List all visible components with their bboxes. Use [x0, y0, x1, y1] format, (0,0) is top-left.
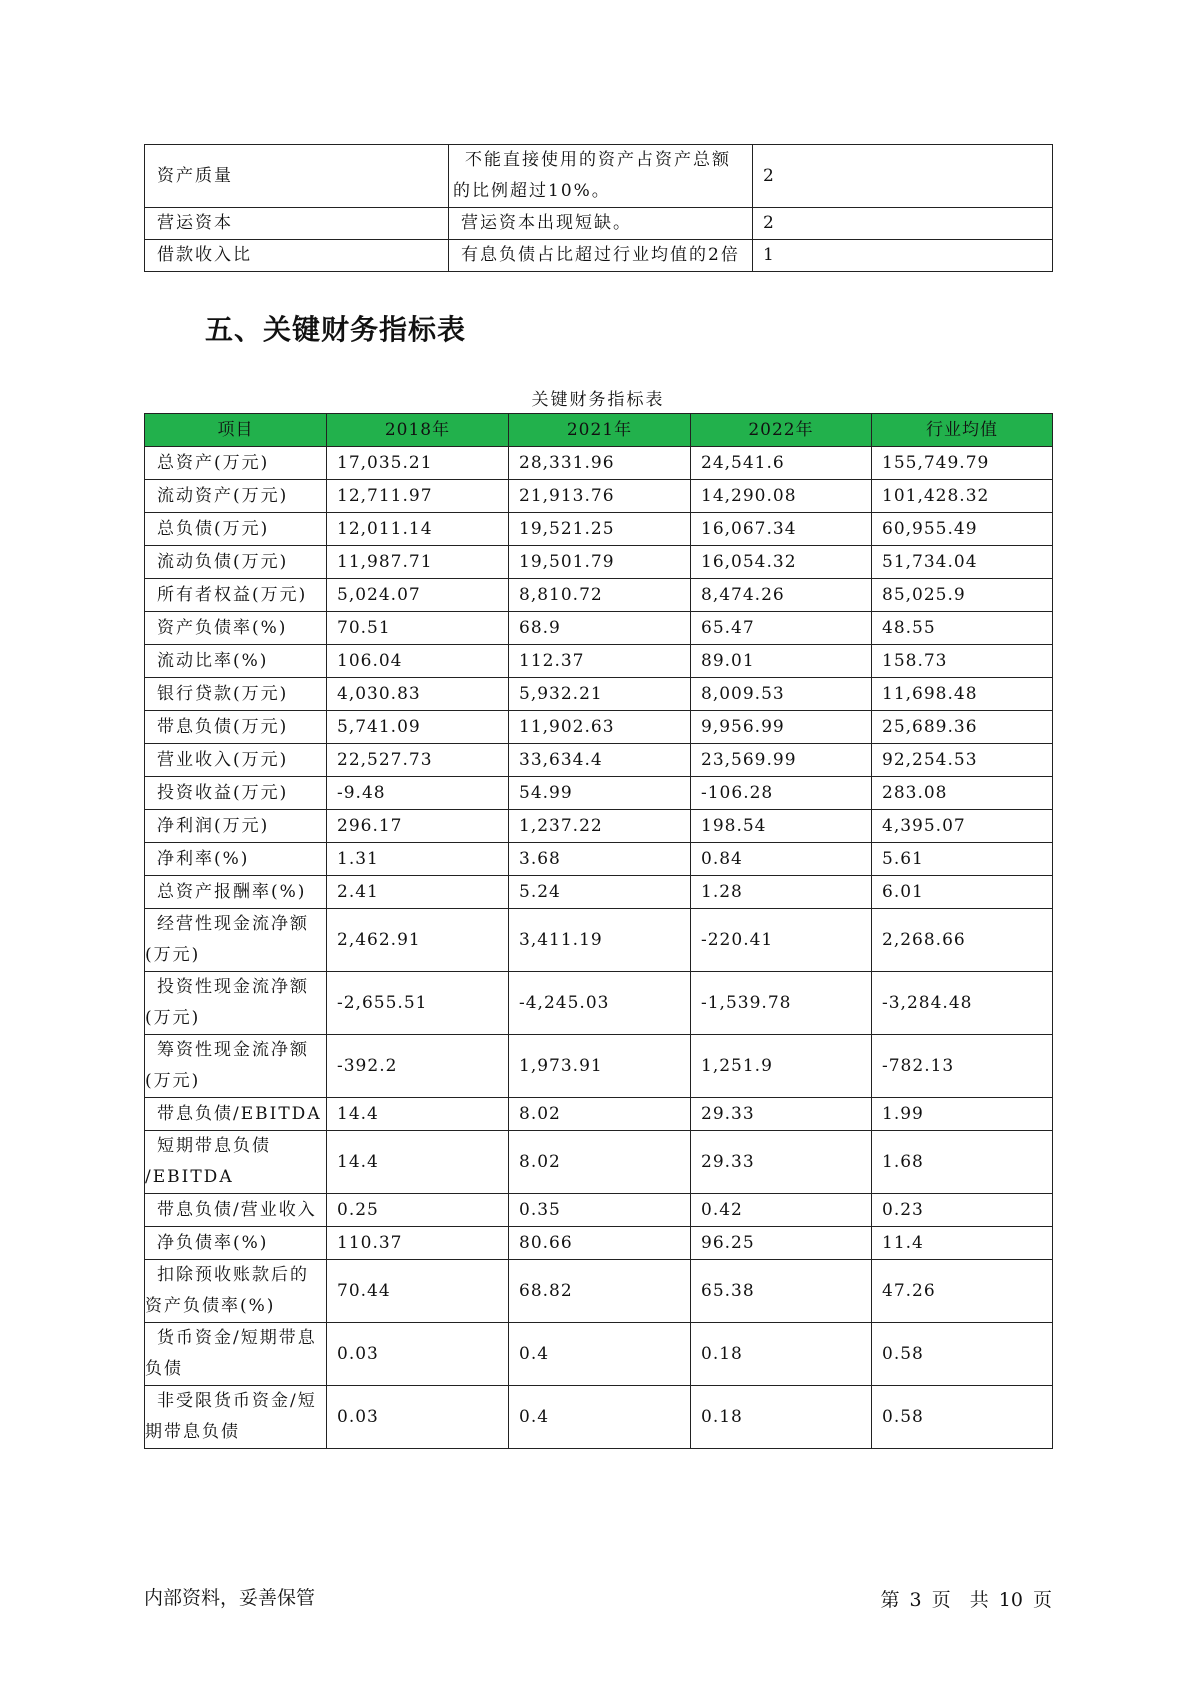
table-caption: 关键财务指标表	[531, 390, 665, 410]
value-cell: 92,254.53	[872, 744, 1053, 777]
value-cell: 3.68	[509, 843, 691, 876]
table-row	[145, 645, 1053, 678]
value-cell: 65.47	[691, 612, 872, 645]
value-cell: 21,913.76	[509, 480, 691, 513]
value-cell: 8.02	[509, 1131, 691, 1194]
value-cell: 19,501.79	[509, 546, 691, 579]
row-label-line2: /EBITDA	[145, 1167, 234, 1187]
risk-criterion: 有息负债占比超过行业均值的2倍	[449, 240, 753, 272]
row-label-line2: (万元)	[145, 945, 201, 965]
value-cell: 16,067.34	[691, 513, 872, 546]
value-cell: 6.01	[872, 876, 1053, 909]
row-label: 总资产报酬率(%)	[145, 876, 327, 909]
value-cell: 51,734.04	[872, 546, 1053, 579]
row-label: 总负债(万元)	[145, 513, 327, 546]
row-label-line2: 期带息负债	[145, 1422, 240, 1442]
value-cell: 12,711.97	[327, 480, 509, 513]
table-row	[145, 1386, 1053, 1449]
value-cell: 110.37	[327, 1227, 509, 1260]
value-cell: 283.08	[872, 777, 1053, 810]
value-cell: 11,902.63	[509, 711, 691, 744]
risk-criterion: 营运资本出现短缺。	[449, 208, 753, 240]
value-cell: 22,527.73	[327, 744, 509, 777]
row-label: 流动比率(%)	[145, 645, 327, 678]
row-label: 营业收入(万元)	[145, 744, 327, 777]
value-cell: 1,237.22	[509, 810, 691, 843]
value-cell: 0.23	[872, 1194, 1053, 1227]
value-cell: 2.41	[327, 876, 509, 909]
row-label	[145, 1035, 327, 1098]
value-cell: 1,251.9	[691, 1035, 872, 1098]
value-cell: -1,539.78	[691, 972, 872, 1035]
value-cell: 0.42	[691, 1194, 872, 1227]
value-cell: 198.54	[691, 810, 872, 843]
value-cell: 2,462.91	[327, 909, 509, 972]
risk-score: 2	[753, 145, 1053, 208]
value-cell: 0.35	[509, 1194, 691, 1227]
row-label: 银行贷款(万元)	[145, 678, 327, 711]
page-mid: 页 共	[931, 1589, 989, 1611]
row-label	[145, 1323, 327, 1386]
value-cell: 158.73	[872, 645, 1053, 678]
table-row	[145, 711, 1053, 744]
header-cell-item: 项目	[145, 414, 327, 447]
value-cell: 14.4	[327, 1098, 509, 1131]
value-cell: 5,024.07	[327, 579, 509, 612]
value-cell: 60,955.49	[872, 513, 1053, 546]
row-label-line2: (万元)	[145, 1008, 201, 1028]
row-label: 投资收益(万元)	[145, 777, 327, 810]
table-row	[145, 1131, 1053, 1194]
value-cell: -220.41	[691, 909, 872, 972]
table-row	[145, 843, 1053, 876]
table-row	[145, 240, 1053, 272]
row-label-line1: 经营性现金流净额	[157, 914, 309, 934]
value-cell: 0.25	[327, 1194, 509, 1227]
table-row	[145, 546, 1053, 579]
value-cell: 4,030.83	[327, 678, 509, 711]
key-financial-indicator-table	[144, 413, 1053, 1449]
row-label	[145, 1386, 327, 1449]
value-cell: 0.03	[327, 1323, 509, 1386]
value-cell: -4,245.03	[509, 972, 691, 1035]
table-row	[145, 1227, 1053, 1260]
table-row	[145, 1323, 1053, 1386]
header-cell-2021: 2021年	[509, 414, 691, 447]
value-cell: 1,973.91	[509, 1035, 691, 1098]
table-row	[145, 909, 1053, 972]
table-row	[145, 145, 1053, 208]
row-label-line1: 扣除预收账款后的	[157, 1265, 309, 1285]
value-cell: 24,541.6	[691, 447, 872, 480]
table-row	[145, 513, 1053, 546]
row-label: 所有者权益(万元)	[145, 579, 327, 612]
value-cell: 54.99	[509, 777, 691, 810]
table-header-row	[145, 414, 1053, 447]
value-cell: 1.68	[872, 1131, 1053, 1194]
header-cell-2018: 2018年	[327, 414, 509, 447]
value-cell: 11.4	[872, 1227, 1053, 1260]
row-label: 净利率(%)	[145, 843, 327, 876]
value-cell: 0.18	[691, 1386, 872, 1449]
row-label: 净利润(万元)	[145, 810, 327, 843]
row-label: 带息负债/营业收入	[145, 1194, 327, 1227]
row-label	[145, 909, 327, 972]
table-row	[145, 447, 1053, 480]
value-cell: -2,655.51	[327, 972, 509, 1035]
risk-criterion	[449, 145, 753, 208]
table-row	[145, 1035, 1053, 1098]
value-cell: -106.28	[691, 777, 872, 810]
value-cell: -782.13	[872, 1035, 1053, 1098]
value-cell: 0.18	[691, 1323, 872, 1386]
table-row	[145, 480, 1053, 513]
value-cell: 23,569.99	[691, 744, 872, 777]
row-label-line1: 货币资金/短期带息	[157, 1328, 317, 1348]
table-row	[145, 744, 1053, 777]
value-cell: 1.28	[691, 876, 872, 909]
page-prefix: 第	[880, 1589, 900, 1611]
value-cell: 155,749.79	[872, 447, 1053, 480]
value-cell: 48.55	[872, 612, 1053, 645]
row-label: 流动资产(万元)	[145, 480, 327, 513]
value-cell: 8.02	[509, 1098, 691, 1131]
value-cell: 12,011.14	[327, 513, 509, 546]
value-cell: 0.4	[509, 1323, 691, 1386]
page-total: 10	[998, 1589, 1023, 1611]
table-row	[145, 1260, 1053, 1323]
value-cell: 3,411.19	[509, 909, 691, 972]
risk-indicator-table	[144, 144, 1053, 272]
value-cell: 68.9	[509, 612, 691, 645]
row-label-line2: 资产负债率(%)	[145, 1296, 276, 1316]
footer-page-number	[880, 1585, 1052, 1612]
row-label	[145, 972, 327, 1035]
value-cell: -9.48	[327, 777, 509, 810]
row-label: 总资产(万元)	[145, 447, 327, 480]
row-label	[145, 1131, 327, 1194]
row-label: 净负债率(%)	[145, 1227, 327, 1260]
risk-score: 2	[753, 208, 1053, 240]
page-current: 3	[909, 1589, 922, 1611]
value-cell: 89.01	[691, 645, 872, 678]
value-cell: 19,521.25	[509, 513, 691, 546]
row-label-line1: 投资性现金流净额	[157, 977, 309, 997]
section-heading: 五、关键财务指标表	[205, 313, 467, 346]
row-label-line1: 筹资性现金流净额	[157, 1040, 309, 1060]
risk-item: 资产质量	[145, 145, 449, 208]
table-row	[145, 208, 1053, 240]
value-cell: 70.44	[327, 1260, 509, 1323]
table-row	[145, 777, 1053, 810]
risk-item: 营运资本	[145, 208, 449, 240]
table-row	[145, 876, 1053, 909]
value-cell: 25,689.36	[872, 711, 1053, 744]
value-cell: 70.51	[327, 612, 509, 645]
value-cell: 47.26	[872, 1260, 1053, 1323]
value-cell: 112.37	[509, 645, 691, 678]
header-cell-2022: 2022年	[691, 414, 872, 447]
row-label-line2: 负债	[145, 1359, 183, 1379]
value-cell: 17,035.21	[327, 447, 509, 480]
value-cell: 5,741.09	[327, 711, 509, 744]
value-cell: 8,474.26	[691, 579, 872, 612]
row-label: 带息负债(万元)	[145, 711, 327, 744]
value-cell: 33,634.4	[509, 744, 691, 777]
value-cell: 0.58	[872, 1386, 1053, 1449]
value-cell: -392.2	[327, 1035, 509, 1098]
table-row	[145, 612, 1053, 645]
value-cell: 29.33	[691, 1098, 872, 1131]
value-cell: 11,987.71	[327, 546, 509, 579]
value-cell: 8,009.53	[691, 678, 872, 711]
table-row	[145, 1098, 1053, 1131]
table-row	[145, 972, 1053, 1035]
value-cell: 5.61	[872, 843, 1053, 876]
value-cell: 0.03	[327, 1386, 509, 1449]
table-row	[145, 1194, 1053, 1227]
value-cell: 28,331.96	[509, 447, 691, 480]
footer-confidential-note: 内部资料，妥善保管	[144, 1587, 316, 1609]
value-cell: 29.33	[691, 1131, 872, 1194]
value-cell: 0.4	[509, 1386, 691, 1449]
value-cell: 65.38	[691, 1260, 872, 1323]
row-label	[145, 1260, 327, 1323]
value-cell: 1.99	[872, 1098, 1053, 1131]
value-cell: 1.31	[327, 843, 509, 876]
value-cell: 14,290.08	[691, 480, 872, 513]
value-cell: 5,932.21	[509, 678, 691, 711]
value-cell: 14.4	[327, 1131, 509, 1194]
value-cell: 16,054.32	[691, 546, 872, 579]
table-row	[145, 579, 1053, 612]
row-label-line1: 短期带息负债	[157, 1136, 271, 1156]
value-cell: -3,284.48	[872, 972, 1053, 1035]
value-cell: 101,428.32	[872, 480, 1053, 513]
value-cell: 0.84	[691, 843, 872, 876]
row-label-line1: 非受限货币资金/短	[157, 1391, 317, 1411]
table-row	[145, 678, 1053, 711]
value-cell: 296.17	[327, 810, 509, 843]
risk-item: 借款收入比	[145, 240, 449, 272]
row-label-line2: (万元)	[145, 1071, 201, 1091]
value-cell: 106.04	[327, 645, 509, 678]
row-label: 流动负债(万元)	[145, 546, 327, 579]
value-cell: 85,025.9	[872, 579, 1053, 612]
risk-score: 1	[753, 240, 1053, 272]
risk-criterion-line2: 的比例超过10%。	[453, 181, 611, 201]
value-cell: 96.25	[691, 1227, 872, 1260]
risk-criterion-line1: 不能直接使用的资产占资产总额	[465, 150, 731, 170]
header-cell-industry-average: 行业均值	[872, 414, 1053, 447]
value-cell: 5.24	[509, 876, 691, 909]
table-row	[145, 810, 1053, 843]
row-label: 带息负债/EBITDA	[145, 1098, 327, 1131]
value-cell: 80.66	[509, 1227, 691, 1260]
value-cell: 11,698.48	[872, 678, 1053, 711]
value-cell: 4,395.07	[872, 810, 1053, 843]
value-cell: 2,268.66	[872, 909, 1053, 972]
value-cell: 9,956.99	[691, 711, 872, 744]
value-cell: 0.58	[872, 1323, 1053, 1386]
row-label: 资产负债率(%)	[145, 612, 327, 645]
page-suffix: 页	[1032, 1589, 1052, 1611]
value-cell: 68.82	[509, 1260, 691, 1323]
value-cell: 8,810.72	[509, 579, 691, 612]
